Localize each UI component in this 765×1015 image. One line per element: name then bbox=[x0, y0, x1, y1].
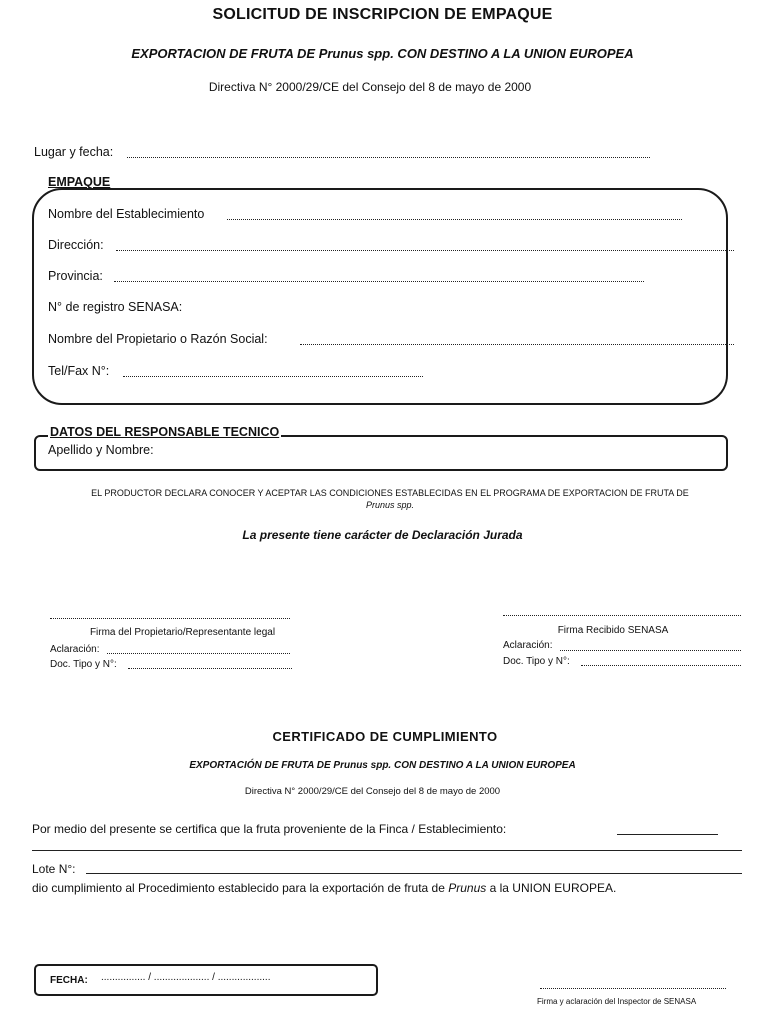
compliance-part-a: dio cumplimiento al Procedimiento establecido para la exportación de fruta de bbox=[32, 881, 449, 895]
certificate-title: CERTIFICADO DE CUMPLIMIENTO bbox=[272, 729, 498, 744]
owner-signature-caption: Firma del Propietario/Representante legal bbox=[89, 627, 276, 638]
owner-aclaracion-label: Aclaración: bbox=[50, 644, 100, 655]
tecnico-name-label: Apellido y Nombre: bbox=[48, 443, 154, 457]
senasa-registry-label: N° de registro SENASA: bbox=[48, 300, 183, 314]
declaration-line-2: Prunus spp. bbox=[365, 500, 415, 510]
cert-subtitle-part-a: EXPORTACIÓN DE FRUTA DE bbox=[189, 760, 334, 771]
senasa-signature-field[interactable] bbox=[503, 615, 741, 616]
tel-fax-field[interactable] bbox=[123, 376, 423, 377]
senasa-aclaracion-field[interactable] bbox=[560, 650, 741, 651]
compliance-statement bbox=[32, 881, 616, 895]
senasa-aclaracion-label: Aclaración: bbox=[503, 640, 553, 651]
cert-subtitle-part-b: Prunus spp. bbox=[333, 760, 392, 771]
establishment-continuation-field[interactable] bbox=[32, 850, 742, 851]
form-subtitle bbox=[0, 46, 765, 61]
senasa-doc-label: Doc. Tipo y N°: bbox=[503, 656, 570, 667]
certificate-subtitle bbox=[0, 760, 765, 771]
owner-doc-label: Doc. Tipo y N°: bbox=[50, 659, 117, 670]
province-label: Provincia: bbox=[48, 269, 103, 283]
sworn-statement: La presente tiene carácter de Declaración Jurada bbox=[242, 528, 523, 542]
establishment-name-field[interactable] bbox=[227, 219, 682, 220]
compliance-part-c: a la UNION EUROPEA. bbox=[486, 881, 617, 895]
owner-name-field[interactable] bbox=[300, 344, 734, 345]
establishment-field[interactable] bbox=[617, 834, 718, 835]
certificate-directive: Directiva N° 2000/29/CE del Consejo del 8 de mayo de 2000 bbox=[244, 786, 501, 797]
establishment-name-label: Nombre del Establecimiento bbox=[48, 207, 205, 221]
lote-field[interactable] bbox=[86, 873, 742, 874]
place-date-field[interactable] bbox=[127, 157, 650, 158]
inspector-signature-field[interactable] bbox=[540, 988, 726, 989]
tecnico-heading: DATOS DEL RESPONSABLE TECNICO bbox=[50, 425, 280, 439]
senasa-signature-caption: Firma Recibido SENASA bbox=[557, 625, 669, 636]
cert-subtitle-part-c: CON DESTINO A LA UNION EUROPEA bbox=[391, 760, 576, 771]
lote-label: Lote N°: bbox=[32, 862, 76, 876]
owner-doc-field[interactable] bbox=[128, 668, 292, 669]
declaration-line-1: EL PRODUCTOR DECLARA CONOCER Y ACEPTAR LAS CONDICIONES ESTABLECIDAS EN EL PROGRAMA DE EXPORTACION DE FRUTA DE bbox=[91, 488, 689, 498]
owner-aclaracion-field[interactable] bbox=[107, 653, 290, 654]
fecha-field[interactable]: ................ / .................... / ................... bbox=[101, 972, 271, 983]
subtitle-part-b: Prunus spp. bbox=[318, 46, 394, 61]
form-title: SOLICITUD DE INSCRIPCION DE EMPAQUE bbox=[212, 6, 553, 23]
subtitle-part-a: EXPORTACION DE FRUTA DE bbox=[131, 46, 319, 61]
address-field[interactable] bbox=[116, 250, 734, 251]
compliance-part-b: Prunus bbox=[448, 881, 487, 895]
address-label: Dirección: bbox=[48, 238, 104, 252]
province-field[interactable] bbox=[114, 281, 644, 282]
subtitle-part-c: CON DESTINO A LA UNION EUROPEA bbox=[393, 46, 634, 61]
form-directive: Directiva N° 2000/29/CE del Consejo del 8 de mayo de 2000 bbox=[208, 80, 532, 94]
certificate-statement: Por medio del presente se certifica que la fruta proveniente de la Finca / Establecimiento: bbox=[32, 822, 507, 836]
tel-fax-label: Tel/Fax N°: bbox=[48, 364, 110, 378]
owner-signature-field[interactable] bbox=[50, 618, 290, 619]
empaque-heading: EMPAQUE bbox=[48, 175, 111, 189]
inspector-caption: Firma y aclaración del Inspector de SENASA bbox=[537, 997, 697, 1006]
owner-name-label: Nombre del Propietario o Razón Social: bbox=[48, 332, 268, 346]
place-date-label: Lugar y fecha: bbox=[34, 145, 114, 159]
fecha-label: FECHA: bbox=[50, 975, 88, 986]
senasa-doc-field[interactable] bbox=[581, 665, 741, 666]
